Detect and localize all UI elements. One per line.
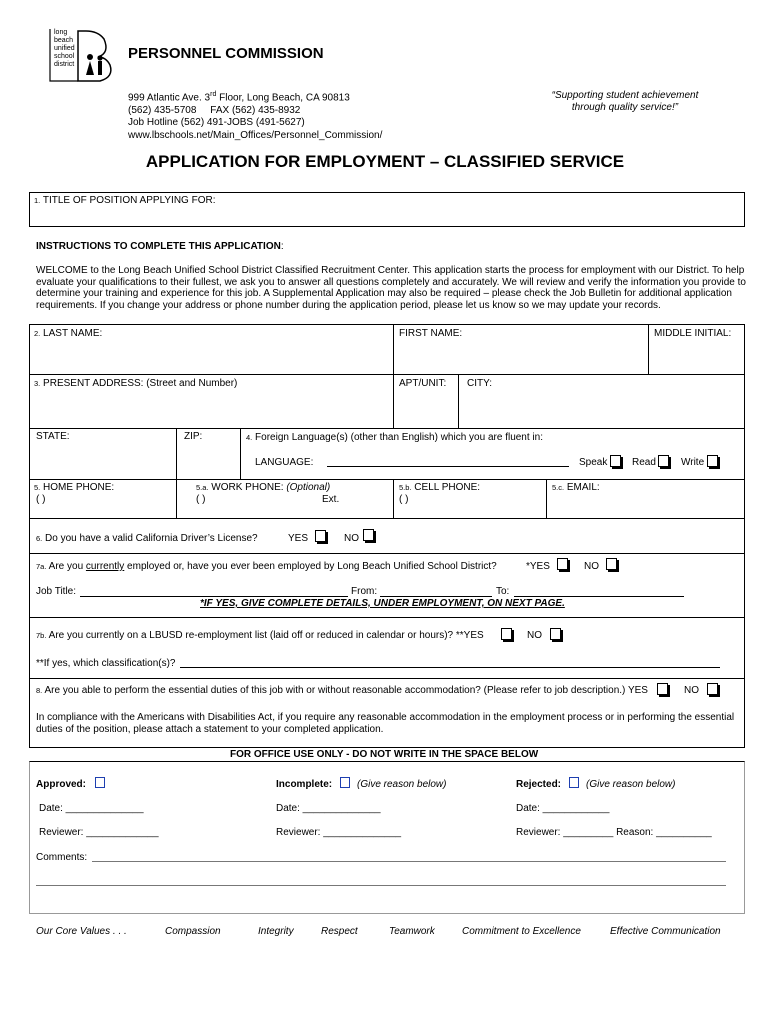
home-phone-input[interactable]: ( ) bbox=[36, 494, 46, 505]
read-checkbox[interactable] bbox=[658, 455, 669, 467]
value-communication: Effective Communication bbox=[610, 926, 721, 937]
value-respect: Respect bbox=[321, 926, 358, 937]
email-input[interactable] bbox=[548, 494, 744, 517]
incomplete-reviewer[interactable]: Reviewer: ______________ bbox=[276, 827, 402, 838]
apt-input[interactable] bbox=[395, 390, 457, 427]
from-input[interactable] bbox=[380, 596, 492, 597]
approved-label: Approved: bbox=[36, 779, 86, 790]
apt-label: APT/UNIT: bbox=[399, 378, 447, 389]
comments-input[interactable] bbox=[92, 861, 726, 862]
reemployment-no-checkbox[interactable] bbox=[550, 628, 561, 640]
approved-reviewer[interactable]: Reviewer: _____________ bbox=[39, 827, 159, 838]
essential-duties-question: 8. Are you able to perform the essential duties of this job with or without reasonable accommodation? (Please refer to job description.) YES bbox=[36, 685, 648, 696]
middle-initial-label: MIDDLE INITIAL: bbox=[654, 328, 732, 339]
state-input[interactable] bbox=[30, 443, 175, 478]
city-input[interactable] bbox=[460, 390, 744, 427]
comments-input-line-2[interactable] bbox=[36, 885, 726, 886]
license-no-label: NO bbox=[344, 533, 359, 544]
incomplete-label: Incomplete: bbox=[276, 779, 333, 790]
classification-label: **If yes, which classification(s)? bbox=[36, 658, 176, 669]
instructions-heading: INSTRUCTIONS TO COMPLETE THIS APPLICATION: bbox=[36, 241, 284, 252]
rejected-reason-hint: (Give reason below) bbox=[586, 779, 676, 790]
zip-label: ZIP: bbox=[184, 431, 203, 442]
duties-yes-checkbox[interactable] bbox=[657, 683, 668, 695]
rejected-checkbox[interactable] bbox=[569, 777, 579, 788]
slogan: “Supporting student achievement through quality service!” bbox=[551, 90, 699, 113]
work-phone-label: 5.a. WORK PHONE: (Optional) bbox=[196, 482, 331, 493]
ada-statement: In compliance with the Americans with Disabilities Act, if you require any reasonable accommodation in the employment process or in performing the essential duties of the position, please attach a statement to your completed application. bbox=[36, 712, 735, 735]
cell-phone-input[interactable]: ( ) bbox=[399, 494, 409, 505]
middle-initial-input[interactable] bbox=[650, 340, 744, 373]
approved-date[interactable]: Date: ______________ bbox=[39, 803, 144, 814]
to-label: To: bbox=[496, 586, 510, 597]
cell-phone-label: 5.b. CELL PHONE: bbox=[399, 482, 481, 493]
foreign-language-label: 4. Foreign Language(s) (other than English) which you are fluent in: bbox=[246, 432, 543, 443]
logo-text: long beach unified school district bbox=[54, 29, 75, 68]
email-label: 5.c. EMAIL: bbox=[552, 482, 600, 493]
write-checkbox[interactable] bbox=[707, 455, 718, 467]
value-compassion: Compassion bbox=[165, 926, 221, 937]
write-label: Write bbox=[681, 457, 705, 468]
last-name-input[interactable] bbox=[30, 340, 392, 373]
form-title: APPLICATION FOR EMPLOYMENT – CLASSIFIED SERVICE bbox=[145, 152, 625, 171]
duties-no-label: NO bbox=[684, 685, 699, 696]
classification-input[interactable] bbox=[180, 667, 720, 668]
speak-checkbox[interactable] bbox=[610, 455, 621, 467]
license-no-checkbox[interactable] bbox=[363, 529, 374, 541]
ext-label: Ext. bbox=[322, 494, 340, 505]
license-yes-label: YES bbox=[288, 533, 309, 544]
license-yes-checkbox[interactable] bbox=[315, 530, 326, 542]
incomplete-date[interactable]: Date: ______________ bbox=[276, 803, 381, 814]
first-name-input[interactable] bbox=[395, 340, 647, 373]
from-label: From: bbox=[351, 586, 378, 597]
state-label: STATE: bbox=[36, 431, 70, 442]
read-label: Read bbox=[632, 457, 656, 468]
core-values-intro: Our Core Values . . . bbox=[36, 926, 127, 937]
address-label: 3. PRESENT ADDRESS: (Street and Number) bbox=[34, 378, 238, 389]
language-input[interactable] bbox=[327, 466, 569, 467]
job-title-label: Job Title: bbox=[36, 586, 77, 597]
license-question: 6. Do you have a valid California Driver’s License? bbox=[36, 533, 258, 544]
employed-no-label: NO bbox=[584, 561, 599, 572]
employed-yes-label: *YES bbox=[526, 561, 550, 572]
reemployment-no-label: NO bbox=[527, 630, 542, 641]
position-title-label: 1. TITLE OF POSITION APPLYING FOR: bbox=[34, 195, 216, 206]
approved-checkbox[interactable] bbox=[95, 777, 105, 788]
rejected-date[interactable]: Date: ____________ bbox=[516, 803, 610, 814]
job-title-input[interactable] bbox=[80, 596, 348, 597]
incomplete-checkbox[interactable] bbox=[340, 777, 350, 788]
reemployment-yes-checkbox[interactable] bbox=[501, 628, 512, 640]
office-use-heading: FOR OFFICE USE ONLY - DO NOT WRITE IN THE SPACE BELOW bbox=[230, 749, 539, 760]
rejected-reviewer-reason[interactable]: Reviewer: _________ Reason: __________ bbox=[516, 827, 712, 838]
address-block: 999 Atlantic Ave. 3rd Floor, Long Beach, CA 90813 (562) 435-5708 FAX (562) 435-8932 Job Hotline (562) 491-JOBS (491-5627) www.lbschools.net/Main_Offices/Personnel_Commission/ bbox=[128, 91, 383, 141]
employed-no-checkbox[interactable] bbox=[606, 558, 617, 570]
employed-question: 7a. Are you currently employed or, have you ever been employed by Long Beach Unified School District? bbox=[36, 561, 497, 572]
employment-note: *IF YES, GIVE COMPLETE DETAILS, UNDER EMPLOYMENT, ON NEXT PAGE. bbox=[200, 598, 565, 609]
first-name-label: FIRST NAME: bbox=[399, 328, 463, 339]
value-commitment: Commitment to Excellence bbox=[462, 926, 581, 937]
zip-input[interactable] bbox=[178, 443, 239, 478]
employed-yes-checkbox[interactable] bbox=[557, 558, 568, 570]
home-phone-label: 5. HOME PHONE: bbox=[34, 482, 115, 493]
instructions-body: WELCOME to the Long Beach Unified School District Classified Recruitment Center. This application starts the process for employment with our District. To help evaluate your qualifications to their fullest, we ask you to answer all questions completely and accurately. We will review and verify the information you provide to determine your training and experience for this job. A Supplemental Application may also be required – please check the Job Bulletin for additional application requirements. If you change your address or phone number during the application period, please let us know so we may update your records. bbox=[36, 265, 746, 311]
commission-title: PERSONNEL COMMISSION bbox=[128, 45, 324, 62]
comments-label: Comments: bbox=[36, 852, 88, 863]
last-name-label: 2. LAST NAME: bbox=[34, 328, 103, 339]
rejected-label: Rejected: bbox=[516, 779, 562, 790]
work-phone-input[interactable]: ( ) bbox=[196, 494, 206, 505]
value-teamwork: Teamwork bbox=[389, 926, 435, 937]
reemployment-question: 7b. Are you currently on a LBUSD re-employment list (laid off or reduced in calendar or hours)? **YES bbox=[36, 630, 484, 641]
speak-label: Speak bbox=[579, 457, 608, 468]
value-integrity: Integrity bbox=[258, 926, 294, 937]
incomplete-reason-hint: (Give reason below) bbox=[357, 779, 447, 790]
duties-no-checkbox[interactable] bbox=[707, 683, 718, 695]
language-label: LANGUAGE: bbox=[255, 457, 314, 468]
to-input[interactable] bbox=[514, 596, 684, 597]
address-input[interactable] bbox=[30, 390, 392, 427]
city-label: CITY: bbox=[467, 378, 493, 389]
